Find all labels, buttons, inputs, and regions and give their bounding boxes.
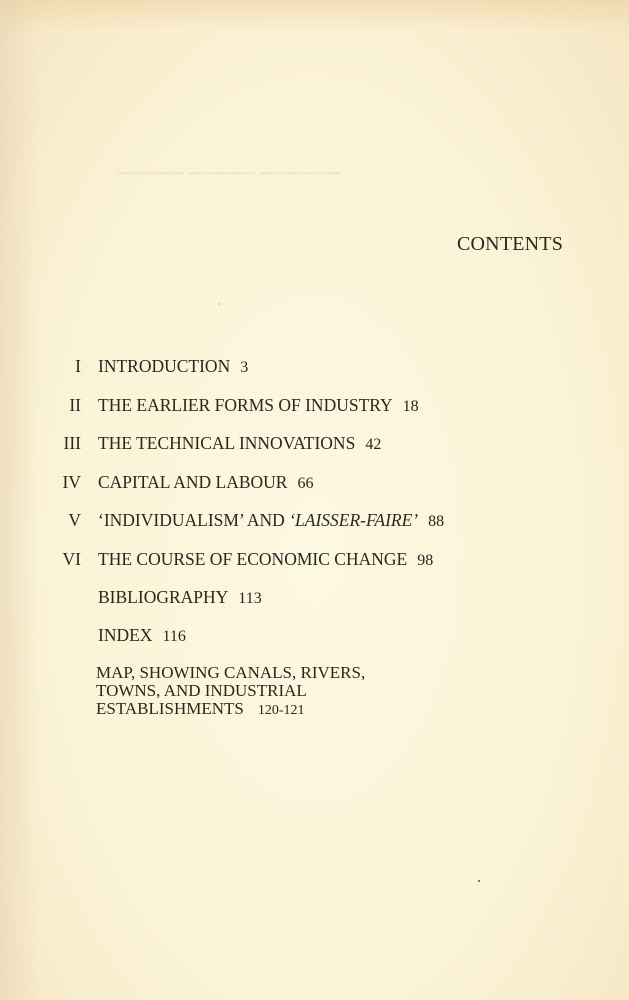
page-number: 88 <box>428 513 445 530</box>
chapter-title: THE TECHNICAL INNOVATIONS 42 <box>98 433 382 453</box>
map-title-line-1: MAP, SHOWING CANALS, RIVERS, <box>96 663 366 682</box>
page-number: 3 <box>240 359 249 376</box>
map-title-line-2: TOWNS, AND INDUSTRIAL <box>96 681 307 700</box>
page-number: 66 <box>297 475 314 492</box>
chapter-numeral: I <box>75 356 81 376</box>
chapter-numeral: II <box>69 395 81 415</box>
page-number: 98 <box>417 552 434 569</box>
chapter-title: CAPITAL AND LABOUR 66 <box>98 472 314 492</box>
page-edge-stain-top <box>0 0 629 30</box>
chapter-title: THE EARLIER FORMS OF INDUSTRY 18 <box>98 395 419 415</box>
page-number: 116 <box>162 628 186 645</box>
toc-entry-map <box>96 664 365 720</box>
chapter-title: THE COURSE OF ECONOMIC CHANGE 98 <box>98 549 434 569</box>
chapter-numeral: III <box>63 433 81 453</box>
page-number: 120-121 <box>257 703 305 718</box>
chapter-title: ‘INDIVIDUALISM’ AND ‘LAISSER-FAIRE’ 88 <box>98 510 445 530</box>
page-number: 42 <box>365 436 382 453</box>
chapter-numeral: IV <box>62 472 81 492</box>
section-title: INDEX 116 <box>98 625 186 645</box>
map-title-line-3: ESTABLISHMENTS 120-121 <box>96 699 305 718</box>
chapter-numeral: V <box>68 510 81 530</box>
chapter-title: INTRODUCTION 3 <box>98 356 249 376</box>
section-title: BIBLIOGRAPHY 113 <box>98 587 262 607</box>
page-number: 113 <box>238 590 262 607</box>
paper-speck <box>478 880 480 882</box>
page-edge-shadow-left <box>0 0 40 1000</box>
paper-speck <box>218 303 220 305</box>
page-title: CONTENTS <box>457 233 564 255</box>
page-number: 18 <box>402 398 419 415</box>
bleed-through-text: ▔▔▔▔▔ ▔▔▔▔▔ ▔▔▔▔▔▔ <box>118 174 341 191</box>
chapter-numeral: VI <box>62 549 81 569</box>
